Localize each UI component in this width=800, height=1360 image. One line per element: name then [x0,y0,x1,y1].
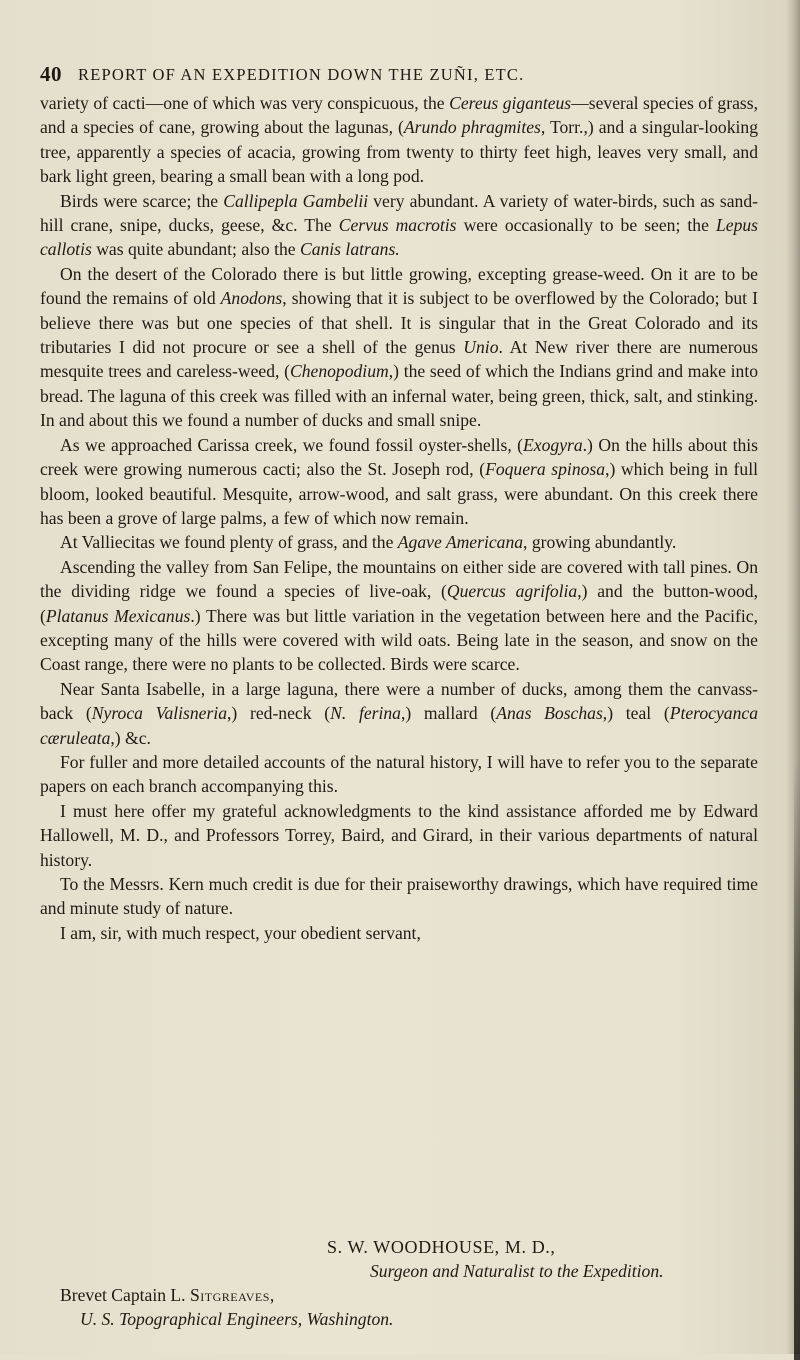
italic-term: Chenopodium [289,361,389,382]
text-run: ,) the seed of which the Indians grind and make into bread. The laguna of this creek was filled with an infernal water, being green, thick, salt, and stinking. In and about this we found a number of ducks and small snipe. [40,361,758,431]
addressee-suffix: , [269,1285,275,1305]
text-run: ,) red-neck ( [227,703,331,724]
italic-term: Unio [463,337,499,358]
text-run: —several species of grass, and a species of cane, growing about the lagunas, ( [40,93,758,138]
text-run: , Torr.,) and a singular-looking tree, apparently a species of acacia, growing from twenty to thirty feet high, leaves very small, and bark light green, bearing a small bean with a long pod. [40,117,758,187]
text-run: very abundant. A variety of water-birds, such as sand-hill crane, snipe, ducks, geese, &c. The [40,190,758,236]
addressee-prefix: Brevet Captain L. [60,1285,190,1305]
text-run: As we approached Carissa creek, we found fossil oyster-shells, ( [60,434,524,455]
text-run: , showing that it is subject to be overflowed by the Colorado; but I believe there was but one species of that shell. It is singular that in the Great Colorado and its tributaries I did not procure or see a shell of the genus [40,288,758,358]
paragraph [40,799,758,872]
paragraph [40,677,758,750]
text-run: ,) &c. [110,727,151,748]
text-run: .) There was but little variation in the vegetation between here and the Pacific, excepting many of the hills were covered with wild oats. Being late in the season, and snow on the Coast range, there were no plants to be collected. Birds were scarce. [40,605,758,675]
paragraph [40,262,758,433]
italic-term: Quercus agrifolia [446,581,578,602]
text-run: For fuller and more detailed accounts of the natural history, I will have to refer you to the separate papers on each branch accompanying this. [40,751,758,797]
addressee-line-2: U. S. Topographical Engineers, Washington. [80,1309,394,1329]
text-run: Ascending the valley from San Felipe, the mountains on either side are covered with tall pines. On the dividing ridge we found a species of live-oak, ( [40,556,758,602]
italic-term: Arundo phragmites [403,117,541,138]
binding-shadow [794,760,800,1360]
text-run: , growing abundantly. [523,532,677,553]
italic-term: Exogyra [523,434,583,455]
italic-term: Anodons [220,288,283,309]
text-run: . At New river there are numerous mesquite trees and careless-weed, ( [40,337,758,382]
addressee-line-1 [60,1283,274,1307]
signature-title: Surgeon and Naturalist to the Expedition. [370,1261,664,1281]
text-run: variety of cacti—one of which was very conspicuous, the [40,93,450,113]
page-header [40,62,760,86]
italic-term: Pterocyanca cæruleata [40,703,758,748]
text-run: ,) and the button-wood, ( [40,581,758,626]
text-run: Birds were scarce; the [60,190,224,211]
italic-term: Platanus Mexicanus [45,605,191,626]
text-run: At Valliecitas we found plenty of grass, and the [60,532,398,553]
paragraph [40,750,758,799]
text-run: To the Messrs. Kern much credit is due for their praiseworthy drawings, which have required time and minute study of nature. [40,874,758,919]
text-run: were occasionally to be seen; the [456,215,716,236]
text-run: Near Santa Isabelle, in a large laguna, there were a number of ducks, among them the canvass-back ( [40,678,758,724]
paragraph [40,189,758,262]
paragraph [40,921,758,945]
italic-term: Cervus macrotis [338,215,457,236]
italic-term: N. ferina [330,703,401,724]
text-run: ,) which being in full bloom, looked beautiful. Mesquite, arrow-wood, and salt grass, were abundant. On this creek there has been a grove of large palms, a few of which now remain. [40,459,758,528]
italic-term: Canis latrans. [299,239,400,260]
italic-term: Agave Americana [397,532,524,553]
italic-term: Cereus giganteus [449,93,572,113]
paragraph [40,555,758,677]
text-run: ,) teal ( [602,703,670,724]
body-text [40,91,758,945]
italic-term: Lepus callotis [40,215,759,260]
text-run: .) On the hills about this creek were growing numerous cacti; also the St. Joseph rod, ( [40,434,759,480]
text-run: ,) mallard ( [400,703,497,724]
addressee-name: Sitgreaves [189,1285,270,1305]
text-run: I am, sir, with much respect, your obedient servant, [60,922,421,943]
paragraph [40,433,758,531]
paragraph [40,91,758,189]
italic-term: Callipepla Gambelii [223,190,369,211]
paragraph [40,530,758,554]
text-run: On the desert of the Colorado there is but little growing, excepting grease-weed. On it are to be found the remains of old [40,263,758,309]
paragraph [40,872,758,921]
italic-term: Nyroca Valisneria [91,703,228,724]
italic-term: Foquera spinosa [485,459,606,480]
signature-name: S. W. WOODHOUSE, M. D., [327,1237,556,1257]
text-run: was quite abundant; also the [91,239,300,260]
text-run: I must here offer my grateful acknowledgments to the kind assistance afforded me by Edward Hallowell, M. D., and Professors Torrey, Baird, and Girard, in their various departments of natural history. [40,800,758,870]
italic-term: Anas Boschas [496,703,603,724]
running-head: REPORT OF AN EXPEDITION DOWN THE ZUÑI, ETC. [78,65,525,84]
page-number: 40 [40,62,62,86]
